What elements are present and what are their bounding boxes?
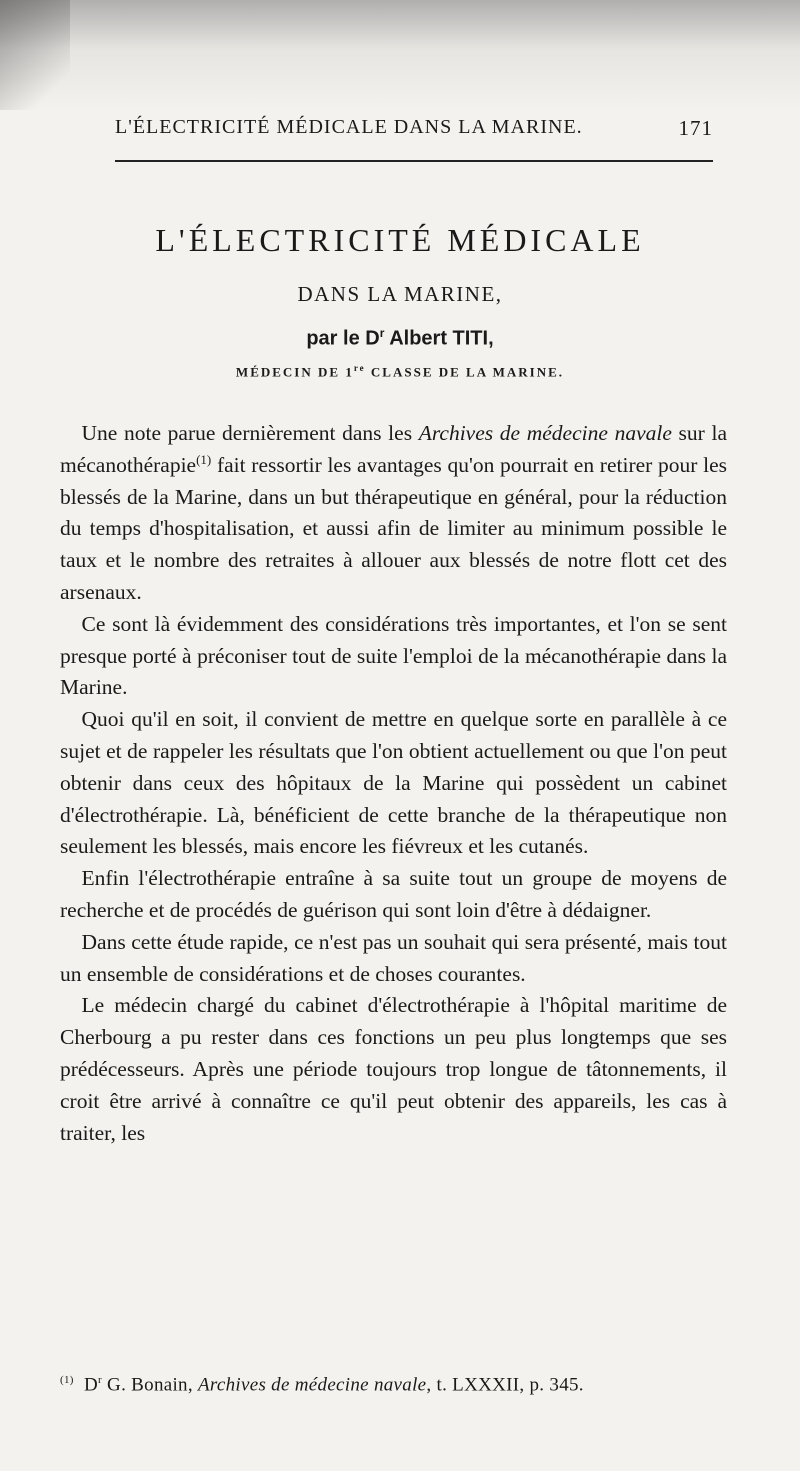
role-sup: re xyxy=(353,363,366,373)
p1-text-a: Une note parue dernièrement dans les xyxy=(81,421,419,445)
article-body xyxy=(60,418,727,1149)
paragraph-3 xyxy=(60,704,727,863)
footnote-author-sup: r xyxy=(98,1374,102,1386)
paragraph-5 xyxy=(60,927,727,991)
footnote-details: , t. LXXXII, p. 345. xyxy=(426,1374,584,1396)
running-header xyxy=(115,112,713,146)
article-title: L'ÉLECTRICITÉ MÉDICALE xyxy=(155,222,645,258)
role-prefix: MÉDECIN DE 1 xyxy=(235,364,354,380)
paragraph-6 xyxy=(60,990,727,1149)
paragraph-4 xyxy=(60,863,727,927)
p6-text: Le médecin chargé du cabinet d'électrothérapie à l'hôpital maritime de Cherbourg a pu rester dans ces fonctions un peu plus longtemps que ses prédécesseurs. Après une période toujours trop longue de tâtonnements, il croit être arrivé à connaître ce qu'il peut obtenir des appareils, les cas à traiter, les xyxy=(60,993,727,1145)
page-number: 171 xyxy=(678,116,713,140)
paragraph-2 xyxy=(60,609,727,704)
p1-journal-title: Archives de médecine navale xyxy=(418,421,672,445)
scan-corner-shadow xyxy=(0,0,70,110)
header-rule xyxy=(115,160,713,162)
footnote-author-prefix: D xyxy=(84,1374,99,1396)
scan-edge-shadow xyxy=(0,0,800,110)
article-subtitle: DANS LA MARINE, xyxy=(297,282,503,306)
author-prefix: par le D xyxy=(306,327,380,350)
footnote-source: Archives de médecine navale xyxy=(197,1374,427,1396)
author-prefix-sup: r xyxy=(379,326,385,340)
footnote-marker: (1) xyxy=(60,1374,74,1386)
p1-text-b: sur la mécanothérapie xyxy=(60,421,727,477)
footnote-author: G. Bonain, xyxy=(102,1374,198,1396)
role-suffix: CLASSE DE LA MARINE. xyxy=(365,364,565,380)
footnote-reference[interactable]: (1) xyxy=(196,451,212,467)
p2-text: Ce sont là évidemment des considérations très importantes, et l'on se sent presque porté à préconiser tout de suite l'emploi de la mécanothérapie dans la Marine. xyxy=(60,611,727,700)
author-name: Albert TITI, xyxy=(384,327,494,350)
running-title: L'ÉLECTRICITÉ MÉDICALE DANS LA MARINE. xyxy=(115,116,583,138)
p5-text: Dans cette étude rapide, ce n'est pas un souhait qui sera présenté, mais tout un ensemble de considérations et de choses courantes. xyxy=(60,929,727,986)
author-role xyxy=(0,363,800,380)
p1-text-c: fait ressortir les avantages qu'on pourrait en retirer pour les blessés de la Marine, dans un but thérapeutique en général, pour la réduction du temps d'hospitalisation, et aussi afin de limiter au minimum possible le taux et le nombre des retraites à allouer aux blessés de notre flott cet des arsenaux. xyxy=(60,452,727,604)
p3-text: Quoi qu'il en soit, il convient de mettre en quelque sorte en parallèle à ce sujet et de rappeler les résultats que l'on obtient actuellement ou que l'on peut obtenir dans ceux des hôpitaux de la Marine qui possèdent un cabinet d'électrothérapie. Là, bénéficient de cette branche de la thérapeutique non seulement les blessés, mais encore les fiévreux et les cutanés. xyxy=(60,707,727,859)
p4-text: Enfin l'électrothérapie entraîne à sa suite tout un groupe de moyens de recherche et de procédés de guérison qui sont loin d'être à dédaigner. xyxy=(60,866,727,922)
footnote xyxy=(60,1374,734,1396)
author-line xyxy=(0,326,800,351)
paragraph-1 xyxy=(60,418,727,609)
